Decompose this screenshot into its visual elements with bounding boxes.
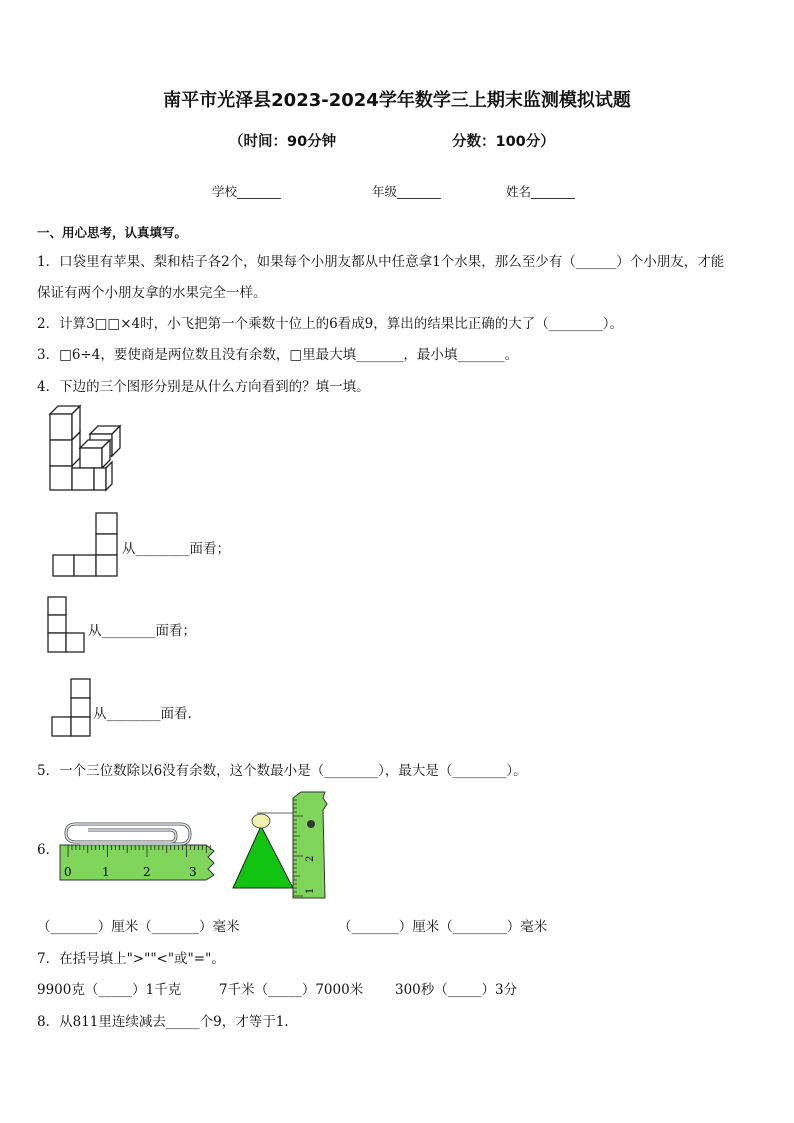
svg-text:1: 1: [305, 887, 316, 894]
view-1-grid: [52, 512, 118, 578]
question-7-item-2: 7千米（_____）7000米: [219, 982, 364, 998]
view-3-grid: [51, 678, 93, 738]
view-3-label: 从________面看.: [93, 706, 192, 722]
ruler-tick-2: 2: [143, 865, 151, 879]
ruler-tick-1: 1: [102, 865, 110, 879]
question-6-answer-2: （_______）厘米（________）毫米: [338, 919, 548, 935]
question-1-line2: 保证有两个小朋友拿的水果完全一样。: [37, 285, 267, 301]
question-2: 2．计算3□□×4时，小飞把第一个乘数十位上的6看成9，算出的结果比正确的大了（________）。: [37, 316, 624, 332]
question-3: 3．□6÷4，要使商是两位数且没有余数，□里最大填_______，最小填_______。: [37, 347, 519, 363]
ruler-tick-3: 3: [189, 865, 197, 879]
school-field: 学校_______: [212, 184, 281, 199]
exam-score: 分数：100分）: [452, 134, 555, 150]
question-4: 4．下边的三个图形分别是从什么方向看到的？填一填。: [37, 379, 370, 395]
question-5: 5．一个三位数除以6没有余数，这个数最小是（________），最大是（________）。: [37, 763, 527, 779]
cube-stack-figure: [40, 402, 130, 497]
section-heading: 一、用心思考，认真填写。: [37, 225, 188, 240]
ruler-tick-0: 0: [64, 865, 72, 879]
view-2-label: 从________面看；: [88, 623, 196, 639]
paperclip-ruler-figure: [58, 812, 218, 892]
question-1-line1: 1．口袋里有苹果、梨和桔子各2个，如果每个小朋友都从中任意拿1个水果，那么至少有（______）个小朋友，才能: [37, 254, 725, 270]
question-7-item-1: 9900克（_____）1千克: [37, 982, 182, 998]
cone-ruler-figure: [225, 790, 335, 905]
question-6-answer-1: （_______）厘米（_______）毫米: [37, 919, 240, 935]
svg-text:2: 2: [305, 855, 316, 862]
view-2-grid: [47, 596, 87, 654]
name-field: 姓名_______: [506, 184, 575, 199]
question-7: 7．在括号填上">""<"或"="。: [37, 951, 225, 967]
question-7-item-3: 300秒（_____）3分: [395, 982, 518, 998]
page-title: 南平市光泽县2023-2024学年数学三上期末监测模拟试题: [163, 90, 631, 111]
view-1-label: 从________面看；: [122, 541, 230, 557]
question-8: 8．从811里连续减去_____个9，才等于1.: [37, 1014, 289, 1030]
question-6-number: 6．: [37, 842, 60, 858]
exam-time: （时间：90分钟: [229, 134, 337, 150]
grade-field: 年级_______: [372, 184, 441, 199]
